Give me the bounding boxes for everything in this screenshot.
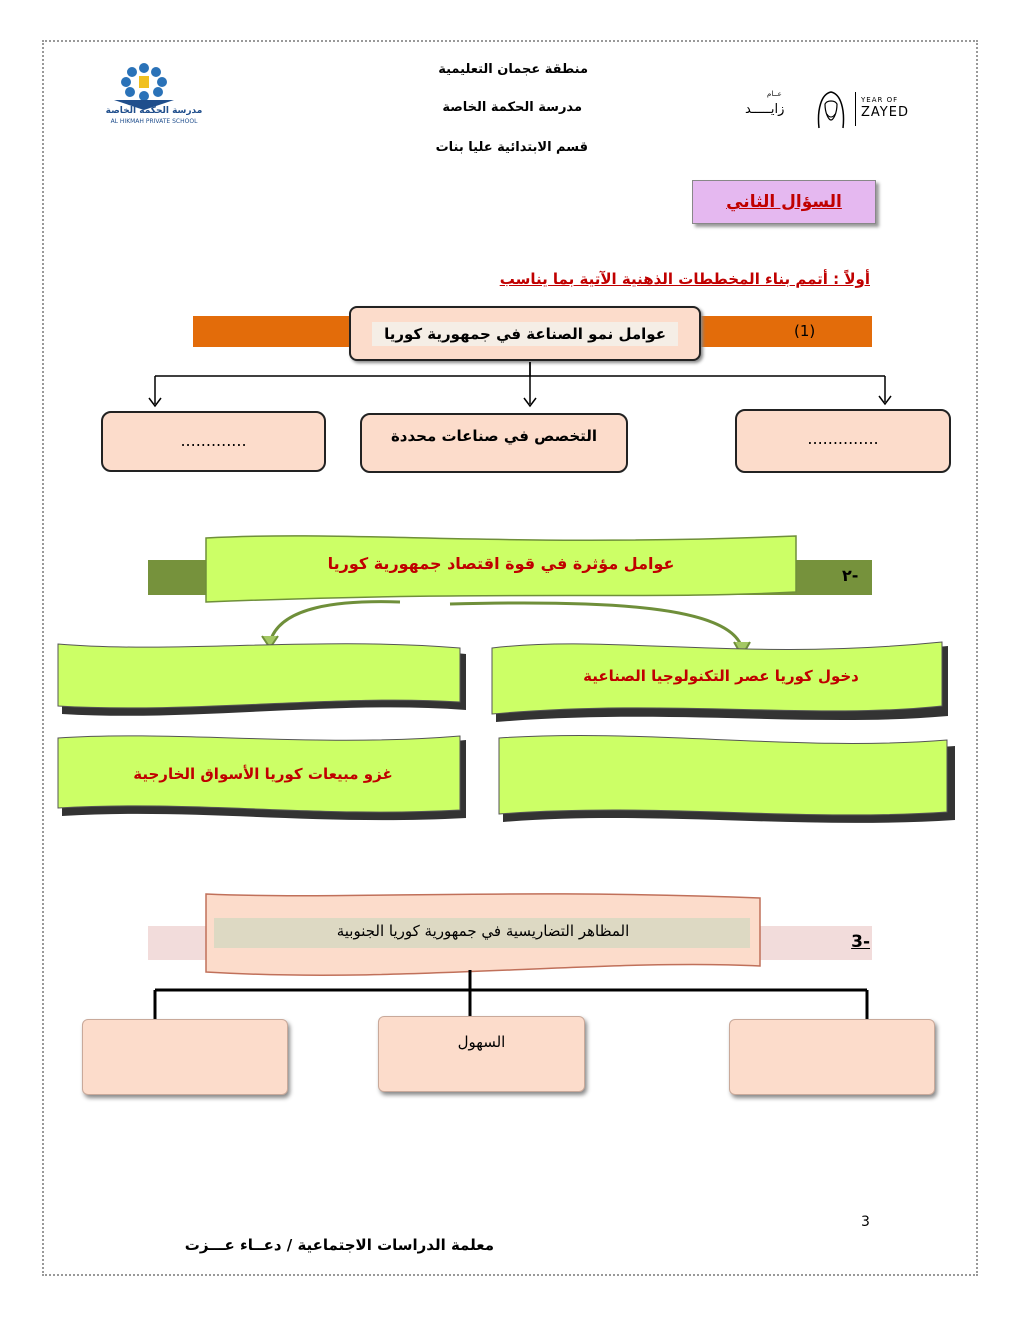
section1-box-right[interactable]: ..............: [735, 409, 951, 473]
section1-box-left[interactable]: .............: [101, 411, 326, 472]
page-number: 3: [861, 1214, 870, 1230]
header-line-1: منطقة عجمان التعليمية: [438, 62, 588, 77]
school-logo: [84, 58, 218, 130]
section2-ribbon-top-left[interactable]: [56, 640, 470, 722]
zayed-en: ZAYED: [861, 105, 909, 120]
instruction: أولاً : أتمم بناء المخططات الذهنية الآتية بما يناسب: [499, 270, 870, 288]
question-title: السؤال الثاني: [726, 192, 842, 212]
header-line-2: مدرسة الحكمة الخاصة: [442, 100, 582, 115]
section2-ribbon-top-right[interactable]: دخول كوريا عصر التكنولوجيا الصناعية: [490, 636, 952, 726]
zayed-portrait-icon: [811, 88, 851, 130]
section2-number: ٢-: [842, 566, 859, 585]
question-title-box: [692, 180, 876, 224]
section2-ribbon-bottom-right[interactable]: [497, 734, 959, 830]
school-logo-en: AL HIKMAH PRIVATE SCHOOL: [110, 118, 198, 125]
section2-title: عوامل مؤثرة في قوة اقتصاد جمهورية كوريا: [327, 553, 675, 573]
section3-box-middle[interactable]: السهول: [378, 1016, 585, 1092]
section3-number: 3-: [851, 932, 870, 952]
section1-title: عوامل نمو الصناعة في جمهورية كوريا: [372, 322, 678, 346]
section3-title: المظاهر التضاريسية في جمهورية كوريا الجنوبية: [336, 922, 630, 940]
section3-box-right[interactable]: [729, 1019, 935, 1095]
section3-box-left[interactable]: [82, 1019, 288, 1095]
section3-title-ribbon: [204, 892, 762, 982]
year-of-zayed-logo: [745, 88, 920, 132]
section1-number: (1): [794, 322, 816, 340]
header-line-3: قسم الابتدائية عليا بنات: [435, 140, 588, 155]
teacher-name: معلمة الدراسات الاجتماعية / دعــاء عـــزت: [184, 1236, 494, 1254]
school-logo-ar: مدرسة الحكمة الخاصة: [105, 106, 203, 116]
section3-connector: [140, 970, 880, 1022]
zayed-en-small: YEAR OF: [861, 96, 899, 104]
section1-box-middle[interactable]: التخصص في صناعات محددة: [360, 413, 628, 473]
section1-title-box: [349, 306, 701, 361]
section1-connector: [140, 360, 900, 410]
zayed-ar: زايـــــد: [745, 102, 785, 117]
zayed-ar-small: عــام: [767, 90, 782, 98]
section2-ribbon-bottom-left[interactable]: غزو مبيعات كوريا الأسواق الخارجية: [56, 734, 470, 826]
